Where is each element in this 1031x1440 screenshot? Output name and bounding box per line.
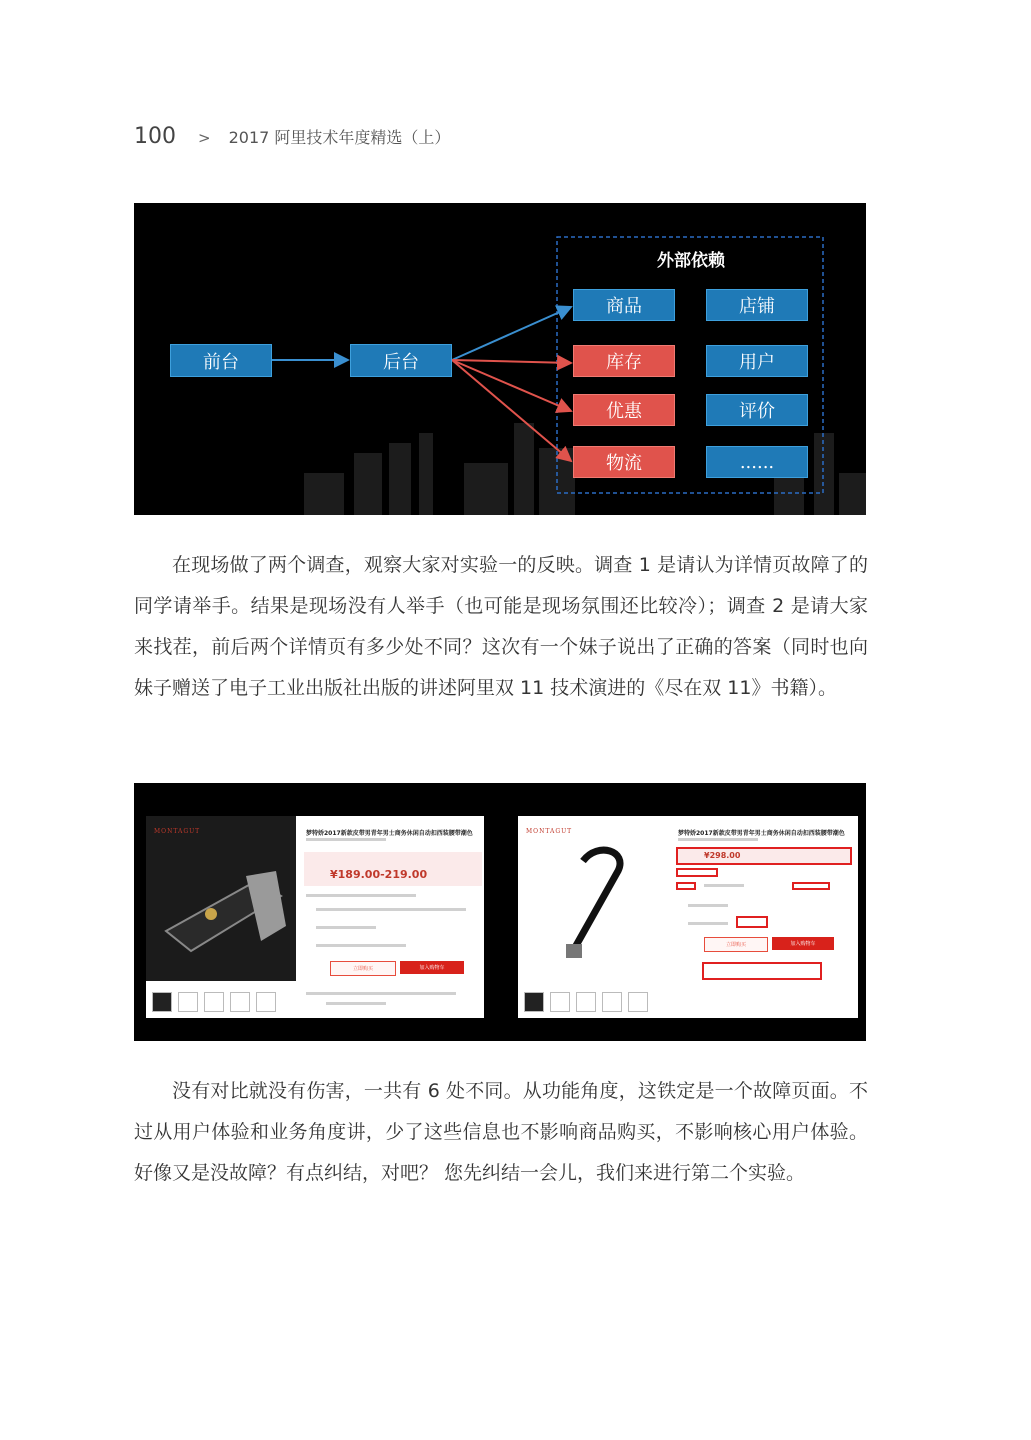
page-number: 100 [134, 124, 176, 149]
thumbnail[interactable] [230, 992, 250, 1012]
dep-more: ...... [706, 446, 808, 478]
arrow-to-logistics [452, 360, 571, 461]
arrow-to-goods [452, 307, 571, 360]
thumbnail[interactable] [178, 992, 198, 1012]
detail-page-normal [146, 816, 484, 1018]
brand-logo: MONTAGUT [154, 828, 201, 835]
dep-shop: 店铺 [706, 289, 808, 321]
add-to-cart-button[interactable]: 加入购物车 [400, 961, 464, 974]
product-image [146, 816, 296, 981]
book-title: 2017 阿里技术年度精选（上） [228, 128, 451, 147]
brand-logo: MONTAGUT [526, 828, 573, 835]
dep-user: 用户 [706, 345, 808, 377]
thumbnail[interactable] [602, 992, 622, 1012]
thumbnail[interactable] [524, 992, 544, 1012]
thumbnail[interactable] [204, 992, 224, 1012]
paragraph-survey: 在现场做了两个调查，观察大家对实验一的反映。调查 1 是请认为详情页故障了的同学请举手。结果是现场没有人举手（也可能是现场氛围还比较冷）；调查 2 是请大家来找茬，前后两个详情页有多少处不同？这次有一个妹子说出了正确的答案（同时也向妹子赠送了电子工业出版社出版的讲述阿里双 11 技术演进的《尽在双 11》书籍）。 [134, 554, 868, 699]
product-title: 梦特娇2017新款皮带男青年男士商务休闲自动扣西装腰带潮色 [678, 830, 845, 837]
paragraph-conclusion: 没有对比就没有伤害，一共有 6 处不同。从功能角度，这铁定是一个故障页面。不过从用户体验和业务角度讲，少了这些信息也不影响商品购买，不影响核心用户体验。好像又是没故障？有点纠结，对吧？ 您先纠结一会儿，我们来进行第二个实验。 [134, 1080, 868, 1184]
add-to-cart-button[interactable]: 加入购物车 [772, 937, 834, 950]
detail-page-comparison [134, 783, 866, 1041]
difference-highlight [676, 882, 696, 890]
dep-logistics: 物流 [573, 446, 675, 478]
thumbnail[interactable] [576, 992, 596, 1012]
product-price: ¥189.00-219.00 [330, 868, 428, 881]
arrow-to-promo [452, 360, 571, 411]
difference-highlight [676, 868, 718, 877]
belt-buckle-icon [146, 816, 296, 981]
dep-review: 评价 [706, 394, 808, 426]
dep-goods: 商品 [573, 289, 675, 321]
frontend-box: 前台 [170, 344, 272, 377]
buy-now-button[interactable]: 立即购买 [330, 961, 396, 976]
thumbnail[interactable] [152, 992, 172, 1012]
buy-now-button[interactable]: 立即购买 [704, 937, 768, 952]
deps-title: 外部依赖 [657, 251, 725, 271]
detail-page-faulty [518, 816, 858, 1018]
dep-stock: 库存 [573, 345, 675, 377]
belt-icon [518, 816, 668, 981]
product-price: ¥298.00 [704, 851, 741, 860]
thumbnail[interactable] [256, 992, 276, 1012]
dependency-diagram [134, 203, 866, 515]
product-title: 梦特娇2017新款皮带男青年男士商务休闲自动扣西装腰带潮色 [306, 830, 473, 837]
thumbnail[interactable] [628, 992, 648, 1012]
product-image [518, 816, 668, 981]
difference-highlight [676, 847, 852, 865]
page-header [134, 124, 450, 154]
header-separator: > [198, 129, 211, 147]
difference-highlight [736, 916, 768, 928]
thumbnail[interactable] [550, 992, 570, 1012]
arrow-to-stock [452, 360, 571, 363]
difference-highlight [702, 962, 822, 980]
difference-highlight [792, 882, 830, 890]
backend-box: 后台 [350, 344, 452, 377]
dep-promo: 优惠 [573, 394, 675, 426]
